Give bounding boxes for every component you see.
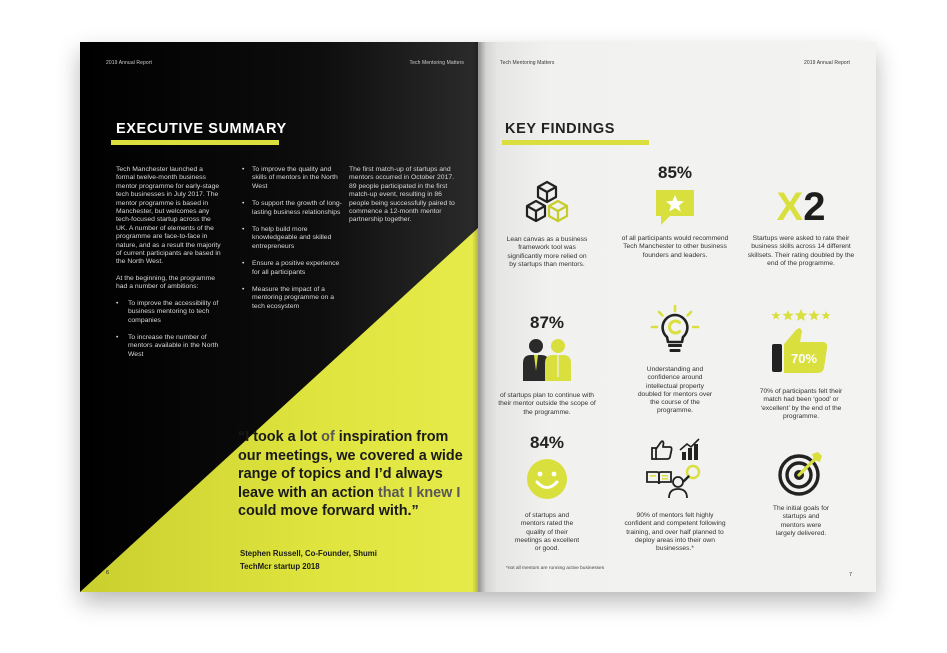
finding-stat: 84%	[529, 433, 565, 452]
intro-paragraph: Tech Manchester launched a formal twelve-month business mentor programme for early-stage tech businesses in July 2017. The mentor programme is based in Manchester, but welcomes any tech-focused startup across the UK. A number of elements of the programme are face-to-face in nature, and as a result the majority of current participants are based in the North West.	[116, 166, 221, 266]
pull-quote	[238, 428, 463, 521]
quote-part: could move forward with.”	[238, 503, 419, 519]
finding-goals-delivered	[741, 450, 861, 538]
thumbs-up-stars-icon	[766, 308, 836, 380]
page-number: 6	[106, 570, 110, 576]
author-affiliation: TechMcr startup 2018	[240, 561, 320, 571]
executive-summary-title: EXECUTIVE SUMMARY	[116, 121, 287, 137]
bullet-item: • To improve the quality and skills of mentors in the North West	[242, 166, 342, 191]
book-icon	[647, 472, 671, 484]
matchup-paragraph: The first match-up of startups and mentors occurred in October 2017. 89 people participated in the first match-up event, resulting in 86 people being successfully paired to commence a 12-month mentor partnership together.	[349, 166, 455, 224]
cubes-icon	[519, 180, 575, 224]
quote-part: inspiration from our meetings, we covered a wide range of topics and I’d always leave with an action	[238, 429, 463, 501]
finding-lean-canvas	[487, 180, 607, 269]
quote-part: of	[321, 429, 335, 445]
target-icon	[778, 450, 824, 496]
finding-stat: 87%	[529, 313, 565, 332]
growth-chart-icon	[680, 439, 699, 460]
finding-match-quality	[741, 308, 861, 421]
x2-stat: X2	[776, 185, 826, 229]
header-left: 2019 Annual Report	[106, 60, 153, 66]
thumbs-up-icon	[652, 441, 672, 459]
finding-caption: Startups were asked to rate their business skills across 14 different skillsets. Their rating doubled by the end of the programme.	[747, 235, 855, 267]
finding-continue-mentor	[487, 312, 607, 417]
finding-caption: Understanding and confidence around intellectual property doubled for mentors over the course of the programme.	[637, 366, 713, 415]
finding-caption: 70% of participants felt their match had been ‘good’ or ‘excellent’ by the end of the programme.	[759, 388, 843, 420]
column-2	[242, 166, 342, 320]
page-number: 7	[848, 572, 852, 578]
thumb-stat: 70%	[790, 351, 818, 366]
finding-recommend	[615, 162, 735, 260]
finding-caption: of all participants would recommend Tech Manchester to other business founders and leaders.	[621, 235, 729, 259]
column-1	[116, 166, 222, 368]
finding-ip-understanding	[615, 304, 735, 416]
key-findings-title: KEY FINDINGS	[505, 121, 616, 137]
finding-stat: 85%	[657, 163, 693, 182]
finding-skills-doubled	[741, 185, 861, 268]
finding-caption: The initial goals for startups and mentors were largely delivered.	[772, 505, 830, 537]
title-underline	[111, 140, 279, 145]
right-page	[478, 42, 876, 592]
ambitions-paragraph: At the beginning, the programme had a number of ambitions:	[116, 274, 215, 291]
people-icon	[517, 337, 577, 383]
bullet-item: • To increase the number of mentors available in the North West	[116, 334, 222, 359]
finding-caption: of startups and mentors rated the quality of their meetings as excellent or good.	[514, 512, 580, 553]
footnote: *not all mentors are running active businesses	[506, 566, 605, 571]
book-spine-shadow	[472, 42, 486, 592]
finding-meeting-quality	[487, 432, 607, 553]
finding-caption: Lean canvas as a business framework tool was significantly more relied on by startups than mentors.	[506, 236, 588, 268]
header-left: Tech Mentoring Matters	[500, 60, 555, 66]
person-search-icon	[669, 466, 699, 498]
finding-caption: 90% of mentors felt highly confident and competent following training, and over half planned to deploy areas into their own businesses.*	[624, 512, 726, 553]
bullet-item: • To improve the accessibility of business mentoring to tech companies	[116, 300, 222, 325]
header-right: Tech Mentoring Matters	[409, 60, 464, 66]
left-page	[80, 42, 478, 592]
author-name: Stephen Russell, Co-Founder, Shumi	[240, 549, 377, 558]
lightbulb-copyright-icon	[647, 304, 703, 356]
quote-part: that I knew I	[377, 484, 461, 501]
finding-caption: of startups plan to continue with their mentor outside the scope of the programme.	[498, 392, 596, 416]
finding-mentor-training	[615, 438, 735, 553]
quote-part: “I took a lot	[238, 429, 322, 445]
bullet-item: • Ensure a positive experience for all participants	[242, 260, 342, 277]
bullet-item: • To support the growth of long-lasting business relationships	[242, 200, 342, 217]
quote-author	[240, 548, 440, 573]
speech-star-icon	[652, 186, 698, 228]
bullet-item: • To help build more knowledgeable and skilled entrepreneurs	[242, 226, 342, 251]
training-icons	[644, 438, 706, 500]
bullet-item: • Measure the impact of a mentoring programme on a tech ecosystem	[242, 286, 342, 311]
column-3	[349, 166, 461, 233]
header-right: 2019 Annual Report	[803, 60, 850, 66]
smiley-icon	[525, 457, 569, 501]
title-underline	[502, 140, 649, 145]
brochure-spread	[80, 42, 876, 592]
